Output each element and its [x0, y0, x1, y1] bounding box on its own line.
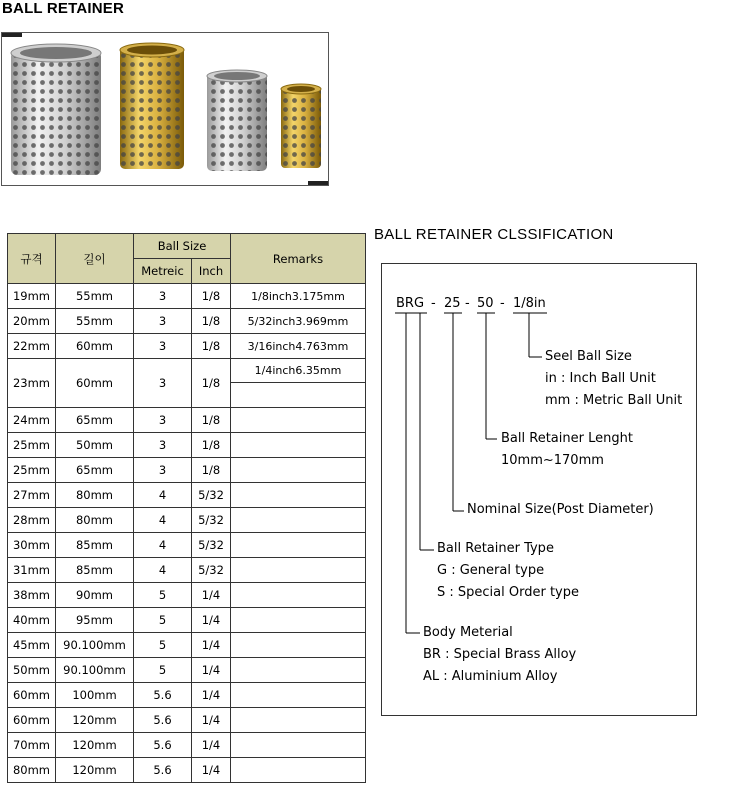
cell-spec: 30mm	[8, 533, 56, 558]
cell-spec: 38mm	[8, 583, 56, 608]
cell-inch: 5/32	[192, 558, 231, 583]
header-length: 길이	[56, 234, 134, 284]
cell-inch: 5/32	[192, 508, 231, 533]
cell-length: 55mm	[56, 284, 134, 309]
cell-length: 55mm	[56, 309, 134, 334]
cell-inch: 1/8	[192, 284, 231, 309]
cell-metric: 3	[134, 408, 192, 433]
header-inch: Inch	[192, 259, 231, 284]
cell-spec: 20mm	[8, 309, 56, 334]
cell-spec: 31mm	[8, 558, 56, 583]
table-row	[8, 758, 366, 783]
cell-spec: 40mm	[8, 608, 56, 633]
cell-remarks: 5/32inch3.969mm	[231, 309, 366, 334]
cell-metric: 3	[134, 433, 192, 458]
ball-size-inch: in : Inch Ball Unit	[545, 371, 656, 386]
header-metric: Metreic	[134, 259, 192, 284]
cell-spec: 22mm	[8, 334, 56, 359]
cell-remarks	[231, 458, 366, 483]
code-dash: -	[500, 296, 505, 311]
cell-length: 60mm	[56, 334, 134, 359]
cell-spec: 70mm	[8, 733, 56, 758]
material-heading: Body Meterial	[423, 625, 513, 640]
ball-size-metric: mm : Metric Ball Unit	[545, 393, 683, 408]
cell-spec: 24mm	[8, 408, 56, 433]
cell-remarks	[231, 608, 366, 633]
cell-inch: 1/8	[192, 359, 231, 408]
cell-spec: 27mm	[8, 483, 56, 508]
table-row	[8, 533, 366, 558]
table-row	[8, 483, 366, 508]
cell-remarks	[231, 408, 366, 433]
cell-spec: 28mm	[8, 508, 56, 533]
type-special: S : Special Order type	[437, 585, 579, 600]
cell-spec: 19mm	[8, 284, 56, 309]
cell-metric: 5.6	[134, 733, 192, 758]
length-heading: Ball Retainer Lenght	[501, 431, 633, 446]
cell-remarks: 3/16inch4.763mm	[231, 334, 366, 359]
gold-retainer-small	[281, 84, 321, 168]
table-row	[8, 309, 366, 334]
silver-retainer-small	[207, 70, 267, 171]
spec-table-body	[8, 284, 366, 783]
cell-remarks	[231, 658, 366, 683]
remarks-text: 1/4inch6.35mm	[231, 359, 365, 383]
cell-inch: 1/4	[192, 683, 231, 708]
table-row	[8, 508, 366, 533]
cell-remarks	[231, 708, 366, 733]
cell-inch: 5/32	[192, 533, 231, 558]
table-row	[8, 733, 366, 758]
cell-remarks: 1/8inch3.175mm	[231, 284, 366, 309]
cell-spec: 50mm	[8, 658, 56, 683]
table-row	[8, 558, 366, 583]
table-row	[8, 683, 366, 708]
cell-spec: 60mm	[8, 683, 56, 708]
nominal-heading: Nominal Size(Post Diameter)	[467, 502, 654, 517]
code-part-ball-size: 1/8in	[513, 296, 546, 311]
type-heading: Ball Retainer Type	[437, 541, 554, 556]
classification-title: BALL RETAINER CLSSIFICATION	[374, 226, 614, 243]
material-brass: BR : Special Brass Alloy	[423, 647, 577, 662]
cell-metric: 5	[134, 608, 192, 633]
cell-spec: 25mm	[8, 458, 56, 483]
cell-remarks	[231, 633, 366, 658]
cell-remarks	[231, 758, 366, 783]
cell-metric: 4	[134, 533, 192, 558]
code-part-material: BRG	[396, 296, 425, 311]
cell-metric: 4	[134, 558, 192, 583]
table-row	[8, 433, 366, 458]
cell-metric: 3	[134, 458, 192, 483]
cell-inch: 1/8	[192, 458, 231, 483]
cell-metric: 5.6	[134, 683, 192, 708]
cell-metric: 5	[134, 633, 192, 658]
length-range: 10mm~170mm	[501, 453, 604, 468]
cell-length: 85mm	[56, 533, 134, 558]
cell-metric: 3	[134, 284, 192, 309]
cell-remarks	[231, 558, 366, 583]
cell-spec: 60mm	[8, 708, 56, 733]
table-row	[8, 334, 366, 359]
cell-length: 65mm	[56, 408, 134, 433]
cell-length: 120mm	[56, 758, 134, 783]
cell-length: 120mm	[56, 733, 134, 758]
cell-length: 100mm	[56, 683, 134, 708]
header-remarks: Remarks	[231, 234, 366, 284]
cell-remarks	[231, 433, 366, 458]
cell-inch: 1/4	[192, 608, 231, 633]
cell-metric: 3	[134, 359, 192, 408]
code-dash: -	[431, 296, 436, 311]
cell-spec: 45mm	[8, 633, 56, 658]
cell-metric: 3	[134, 309, 192, 334]
cell-metric: 4	[134, 508, 192, 533]
header-ball-size: Ball Size	[134, 234, 231, 259]
cell-inch: 1/4	[192, 708, 231, 733]
table-row	[8, 583, 366, 608]
table-row	[8, 284, 366, 309]
cell-remarks	[231, 359, 366, 408]
gold-retainer-large	[120, 43, 184, 169]
table-row	[8, 708, 366, 733]
photo-corner-mark	[308, 181, 328, 185]
table-row	[8, 458, 366, 483]
classification-diagram	[381, 263, 697, 716]
ball-retainer-photo	[1, 32, 329, 186]
cell-inch: 1/8	[192, 408, 231, 433]
cell-length: 90.100mm	[56, 658, 134, 683]
cell-spec: 25mm	[8, 433, 56, 458]
cell-remarks	[231, 533, 366, 558]
table-row	[8, 359, 366, 408]
cell-spec: 23mm	[8, 359, 56, 408]
ball-retainer-spec-table	[7, 233, 366, 783]
cell-inch: 1/8	[192, 309, 231, 334]
cell-metric: 5.6	[134, 708, 192, 733]
cell-length: 50mm	[56, 433, 134, 458]
silver-retainer-large	[11, 44, 101, 175]
cell-inch: 1/4	[192, 733, 231, 758]
code-part-length: 50	[477, 296, 494, 311]
cell-length: 65mm	[56, 458, 134, 483]
photo-corner-mark	[2, 33, 22, 37]
table-row	[8, 608, 366, 633]
cell-length: 95mm	[56, 608, 134, 633]
type-general: G : General type	[437, 563, 545, 578]
cell-length: 90mm	[56, 583, 134, 608]
cell-spec: 80mm	[8, 758, 56, 783]
cell-remarks	[231, 583, 366, 608]
cell-length: 80mm	[56, 483, 134, 508]
cell-inch: 1/4	[192, 658, 231, 683]
table-row	[8, 633, 366, 658]
cell-remarks	[231, 483, 366, 508]
cell-inch: 1/4	[192, 633, 231, 658]
cell-remarks	[231, 733, 366, 758]
cell-length: 120mm	[56, 708, 134, 733]
ball-size-heading: Seel Ball Size	[545, 349, 632, 364]
cell-remarks	[231, 508, 366, 533]
cell-inch: 1/8	[192, 433, 231, 458]
material-aluminium: AL : Aluminium Alloy	[423, 669, 558, 684]
cell-length: 60mm	[56, 359, 134, 408]
cell-metric: 5	[134, 583, 192, 608]
page-title: BALL RETAINER	[2, 0, 125, 17]
cell-metric: 5.6	[134, 758, 192, 783]
cell-length: 80mm	[56, 508, 134, 533]
code-dash: -	[465, 296, 470, 311]
table-row	[8, 408, 366, 433]
cell-metric: 4	[134, 483, 192, 508]
cell-metric: 3	[134, 334, 192, 359]
cell-inch: 5/32	[192, 483, 231, 508]
cell-inch: 1/4	[192, 758, 231, 783]
cell-length: 85mm	[56, 558, 134, 583]
code-part-nominal: 25	[444, 296, 461, 311]
cell-remarks	[231, 683, 366, 708]
table-row	[8, 658, 366, 683]
header-spec: 규격	[8, 234, 56, 284]
cell-length: 90.100mm	[56, 633, 134, 658]
cell-inch: 1/8	[192, 334, 231, 359]
retainers-illustration	[2, 33, 329, 186]
cell-inch: 1/4	[192, 583, 231, 608]
cell-metric: 5	[134, 658, 192, 683]
